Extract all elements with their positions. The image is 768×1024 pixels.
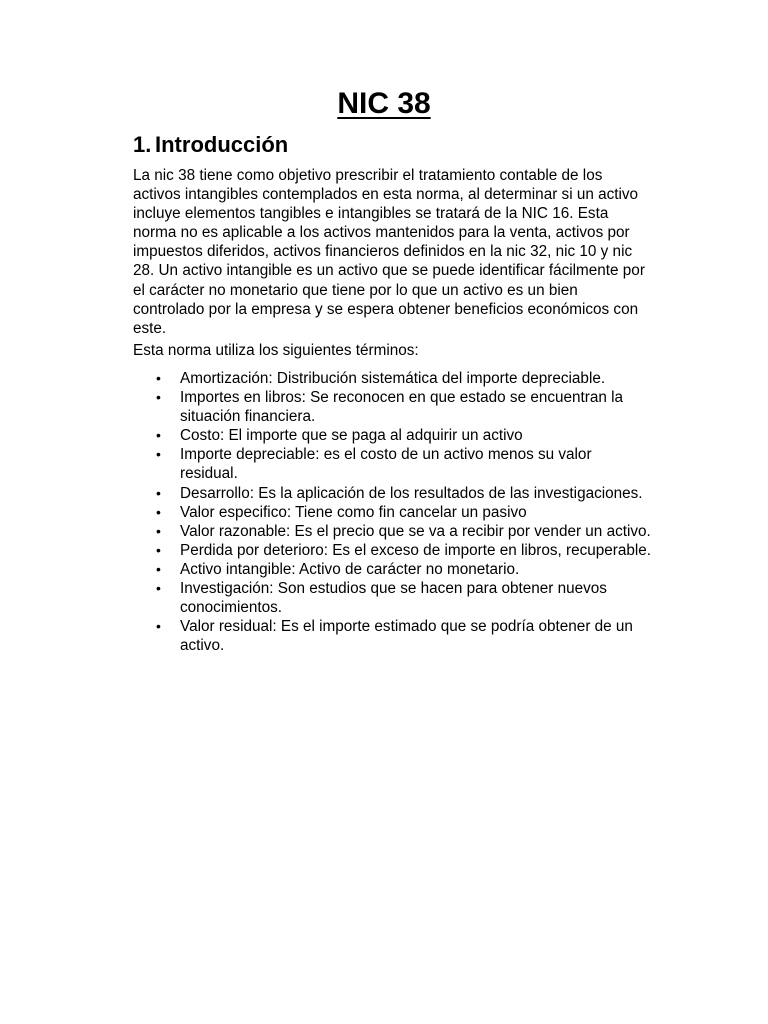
document-title <box>0 84 768 124</box>
term-line: Amortización: Distribución sistemática del importe depreciable. <box>180 370 606 387</box>
terms-list <box>133 369 673 655</box>
bullet: • <box>156 427 161 444</box>
list-item <box>133 503 673 522</box>
term-line: Valor residual: Es el importe estimado que se podría obtener de un <box>180 618 633 636</box>
intro-line: impuestos diferidos, activos financieros definidos en la nic 32, nic 10 y nic <box>133 243 633 261</box>
term-line: Valor razonable: Es el precio que se va a recibir por vender un activo. <box>180 522 651 540</box>
bullet: • <box>156 560 161 577</box>
bullet: • <box>156 522 161 539</box>
bullet: • <box>156 446 161 463</box>
section-number: 1. <box>133 132 152 157</box>
term-line: Valor especifico: Tiene como fin cancelar un pasivo <box>180 503 527 521</box>
term-line: Investigación: Son estudios que se hacen para obtener nuevos <box>180 580 607 598</box>
bullet: • <box>156 618 161 635</box>
section-heading <box>133 130 288 160</box>
bullet: • <box>156 370 161 386</box>
list-item <box>133 541 673 560</box>
bullet: • <box>156 484 161 501</box>
intro-line: incluye elementos tangibles e intangibles se tratará de la NIC 16. Esta <box>133 205 609 223</box>
intro-line: norma no es aplicable a los activos mantenidos para la venta, activos por <box>133 224 630 242</box>
term-line: situación financiera. <box>180 408 316 426</box>
bullet: • <box>156 580 161 597</box>
list-item <box>133 388 673 426</box>
term-line: conocimientos. <box>180 599 283 617</box>
term-line: Costo: El importe que se paga al adquirir un activo <box>180 427 523 445</box>
term-line: Importes en libros: Se reconocen en que estado se encuentran la <box>180 389 624 407</box>
term-line: Importe depreciable: es el costo de un activo menos su valor <box>180 446 592 464</box>
terms-intro: Esta norma utiliza los siguientes términos: <box>133 342 419 359</box>
intro-line: activos intangibles contemplados en esta norma, al determinar si un activo <box>133 186 639 204</box>
intro-line: este. <box>133 319 167 337</box>
term-line: Desarrollo: Es la aplicación de los resultados de las investigaciones. <box>180 484 643 502</box>
list-item <box>133 369 673 388</box>
bullet: • <box>156 389 161 406</box>
term-line: activo. <box>180 637 225 655</box>
intro-line: La nic 38 tiene como objetivo prescribir el tratamiento contable de los <box>133 167 603 184</box>
list-item <box>133 560 673 579</box>
section-heading-text: Introducción <box>155 132 289 157</box>
list-item <box>133 579 673 617</box>
list-item <box>133 445 673 483</box>
intro-paragraph <box>133 166 673 338</box>
bullet: • <box>156 541 161 558</box>
intro-line: controlado por la empresa y se espera obtener beneficios económicos con <box>133 300 639 318</box>
document-title-text: NIC 38 <box>337 87 431 120</box>
term-line: Activo intangible: Activo de carácter no monetario. <box>180 560 520 578</box>
bullet: • <box>156 503 161 520</box>
intro-line: el carácter no monetario que tiene por lo que un activo es un bien <box>133 281 578 299</box>
list-item <box>133 426 673 445</box>
list-item <box>133 484 673 503</box>
list-item <box>133 522 673 541</box>
term-line: Perdida por deterioro: Es el exceso de importe en libros, recuperable. <box>180 541 652 559</box>
list-item <box>133 617 673 655</box>
term-line: residual. <box>180 465 238 483</box>
intro-line: 28. Un activo intangible es un activo que se puede identificar fácilmente por <box>133 262 645 280</box>
